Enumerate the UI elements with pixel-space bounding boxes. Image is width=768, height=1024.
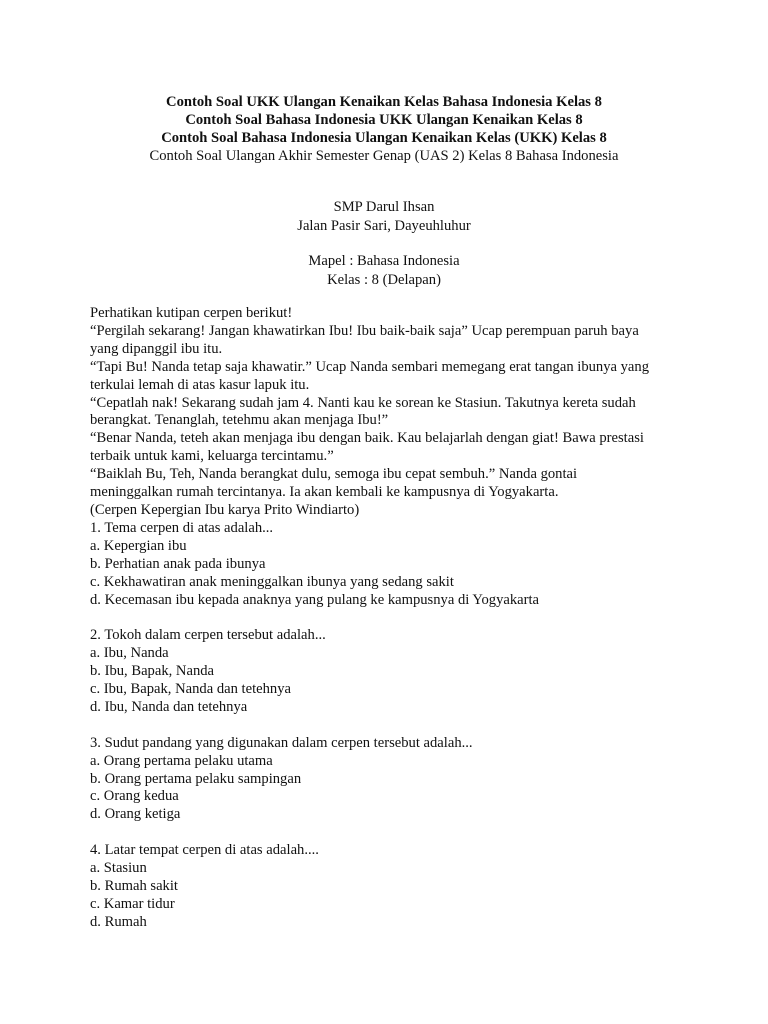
subject-mapel: Mapel : Bahasa Indonesia: [308, 253, 460, 269]
passage-line: “Cepatlah nak! Sekarang sudah jam 4. Nanti kau ke sorean ke Stasiun. Takutnya kereta sudah: [90, 394, 636, 411]
document-header: [0, 93, 768, 165]
spacer: [90, 824, 690, 842]
subtitle: Contoh Soal Ulangan Akhir Semester Genap (UAS 2) Kelas 8 Bahasa Indonesia: [149, 148, 619, 164]
title-line-1: Contoh Soal UKK Ulangan Kenaikan Kelas Bahasa Indonesia Kelas 8: [166, 94, 602, 110]
passage-line: terbaik untuk kami, keluarga tercintamu.”: [90, 448, 334, 465]
answer-option: a. Ibu, Nanda: [90, 645, 169, 662]
passage-line: yang dipanggil ibu itu.: [90, 340, 223, 357]
passage-line: “Tapi Bu! Nanda tetap saja khawatir.” Ucap Nanda sembari memegang erat tangan ibunya yang: [90, 358, 649, 375]
passage-line: “Baiklah Bu, Teh, Nanda berangkat dulu, semoga ibu cepat sembuh.” Nanda gontai: [90, 466, 578, 483]
question-text: 3. Sudut pandang yang digunakan dalam cerpen tersebut adalah...: [90, 734, 473, 751]
story-passage: [90, 305, 690, 520]
subject-info: [0, 252, 768, 289]
question-4: [90, 842, 690, 932]
passage-source: (Cerpen Kepergian Ibu karya Prito Windiarto): [90, 501, 360, 518]
answer-option: a. Kepergian ibu: [90, 537, 187, 554]
school-address: Jalan Pasir Sari, Dayeuhluhur: [297, 217, 471, 234]
answer-option: d. Ibu, Nanda dan tetehnya: [90, 698, 248, 715]
answer-option: c. Ibu, Bapak, Nanda dan tetehnya: [90, 681, 291, 698]
document-body: [90, 305, 690, 932]
question-text: 2. Tokoh dalam cerpen tersebut adalah...: [90, 627, 326, 644]
question-1: [90, 520, 690, 610]
question-3: [90, 735, 690, 825]
answer-option: c. Kekhawatiran anak meninggalkan ibunya yang sedang sakit: [90, 573, 454, 590]
answer-option: d. Rumah: [90, 913, 147, 930]
school-info: [0, 198, 768, 235]
answer-option: b. Perhatian anak pada ibunya: [90, 555, 266, 572]
question-text: 1. Tema cerpen di atas adalah...: [90, 519, 274, 536]
answer-option: b. Ibu, Bapak, Nanda: [90, 663, 215, 680]
school-name: SMP Darul Ihsan: [333, 199, 435, 215]
answer-option: d. Orang ketiga: [90, 806, 181, 823]
passage-line: “Benar Nanda, teteh akan menjaga ibu dengan baik. Kau belajarlah dengan giat! Bawa prestasi: [90, 430, 644, 447]
answer-option: d. Kecemasan ibu kepada anaknya yang pulang ke kampusnya di Yogyakarta: [90, 591, 540, 608]
title-line-2: Contoh Soal Bahasa Indonesia UKK Ulangan Kenaikan Kelas 8: [185, 112, 583, 128]
answer-option: b. Orang pertama pelaku sampingan: [90, 770, 302, 787]
question-text: 4. Latar tempat cerpen di atas adalah....: [90, 842, 319, 859]
title-line-3: Contoh Soal Bahasa Indonesia Ulangan Kenaikan Kelas (UKK) Kelas 8: [161, 130, 607, 146]
answer-option: a. Stasiun: [90, 860, 147, 877]
passage-line: berangkat. Tenanglah, tetehmu akan menjaga Ibu!”: [90, 412, 389, 429]
answer-option: c. Kamar tidur: [90, 895, 175, 912]
spacer: [90, 717, 690, 735]
spacer: [90, 609, 690, 627]
passage-line: meninggalkan rumah tercintanya. Ia akan kembali ke kampusnya di Yogyakarta.: [90, 484, 559, 501]
passage-line: “Pergilah sekarang! Jangan khawatirkan Ibu! Ibu baik-baik saja” Ucap perempuan paruh baya: [90, 322, 639, 339]
answer-option: a. Orang pertama pelaku utama: [90, 752, 273, 769]
answer-option: c. Orang kedua: [90, 788, 179, 805]
passage-line: terkulai lemah di atas kasur lapuk itu.: [90, 376, 310, 393]
passage-line: Perhatikan kutipan cerpen berikut!: [90, 305, 293, 321]
answer-option: b. Rumah sakit: [90, 877, 178, 894]
subject-kelas: Kelas : 8 (Delapan): [327, 271, 441, 288]
question-2: [90, 627, 690, 717]
